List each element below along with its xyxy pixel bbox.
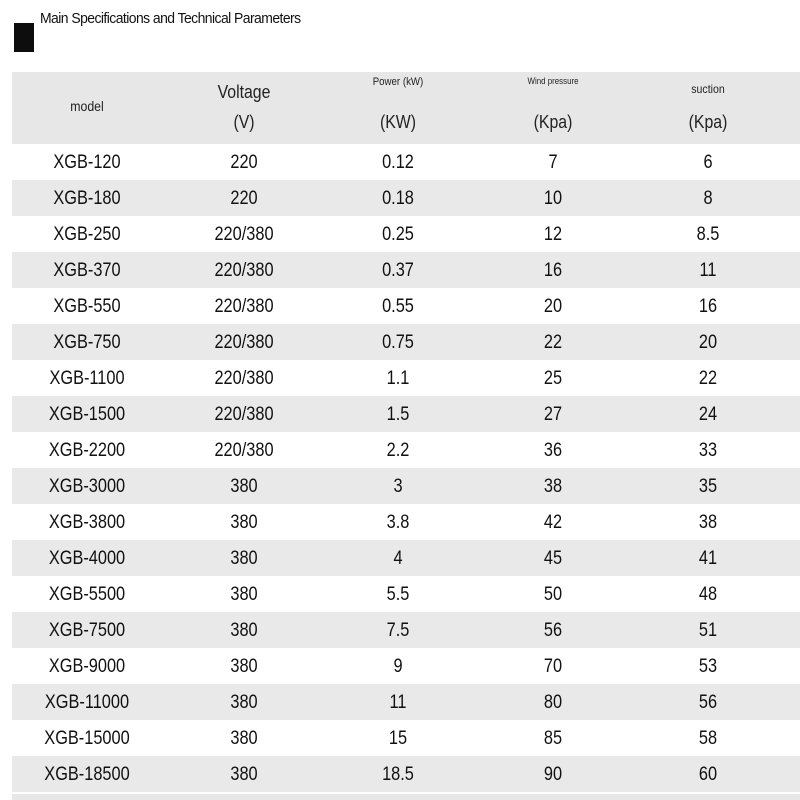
cell-wind-pressure: 38 [543,476,563,497]
cell-suction: 6 [703,152,713,173]
cell-model: XGB-5500 [48,584,126,605]
cell-power: 0.37 [382,260,414,281]
cell-model: XGB-4000 [48,548,126,569]
cell-voltage: 380 [230,584,258,605]
cell-suction: 56 [698,692,718,713]
cell-power: 11 [389,692,407,713]
cell-model: XGB-3800 [48,512,126,533]
cell-wind-pressure: 12 [543,224,563,245]
header-suction-unit: (Kpa) [688,112,728,132]
cell-suction: 24 [698,404,718,425]
cell-power: 9 [393,656,403,677]
cell-voltage: 380 [230,764,258,785]
cell-wind-pressure: 36 [543,440,563,461]
table-row [12,468,800,504]
cell-suction: 33 [698,440,718,461]
cell-model: XGB-3000 [48,476,126,497]
cell-suction: 58 [698,728,718,749]
table-row [12,648,800,684]
header-voltage-label: Voltage [217,82,271,102]
table-row [12,252,800,288]
cell-model: XGB-2200 [48,440,126,461]
table-row [12,576,800,612]
cell-suction: 22 [698,368,718,389]
cell-wind-pressure: 85 [543,728,563,749]
cell-model: XGB-9000 [48,656,126,677]
header-model-label: model [70,98,104,114]
cell-suction: 51 [698,620,718,641]
header-suction [633,72,783,144]
cell-voltage: 220 [230,188,258,209]
cell-power: 3.8 [386,512,410,533]
specifications-table [12,72,800,792]
cell-voltage: 380 [230,548,258,569]
cell-power: 3 [393,476,403,497]
cell-voltage: 380 [230,512,258,533]
cell-suction: 41 [698,548,718,569]
table-row [12,720,800,756]
cell-power: 1.1 [386,368,410,389]
table-row [12,144,800,180]
cell-model: XGB-750 [53,332,121,353]
cell-wind-pressure: 16 [543,260,563,281]
header-suction-label: suction [691,82,725,96]
cell-power: 0.75 [382,332,414,353]
table-row [12,540,800,576]
table-row [12,324,800,360]
cell-wind-pressure: 70 [543,656,563,677]
cell-model: XGB-11000 [44,692,130,713]
header-wind-pressure [478,72,628,144]
page-title: Main Specifications and Technical Parameters [40,10,301,27]
cell-model: XGB-370 [53,260,121,281]
cell-wind-pressure: 10 [543,188,563,209]
cell-voltage: 220/380 [214,368,274,389]
table-header-row [12,72,800,144]
header-power [323,72,473,144]
cell-model: XGB-120 [53,152,121,173]
cell-voltage: 220 [230,152,258,173]
page-header [14,8,414,52]
header-power-label: Power (kW) [372,76,424,88]
header-power-unit: (KW) [379,112,417,132]
table-bottom-border [12,794,800,800]
cell-model: XGB-180 [53,188,121,209]
cell-voltage: 380 [230,476,258,497]
cell-power: 4 [393,548,403,569]
title-marker-block [14,23,34,52]
cell-suction: 35 [698,476,718,497]
cell-suction: 60 [698,764,718,785]
header-model [12,72,162,144]
table-row [12,612,800,648]
cell-voltage: 220/380 [214,332,274,353]
cell-power: 0.18 [382,188,414,209]
table-row [12,684,800,720]
cell-wind-pressure: 27 [543,404,563,425]
cell-voltage: 220/380 [214,440,274,461]
cell-voltage: 220/380 [214,404,274,425]
table-row [12,756,800,792]
cell-power: 18.5 [382,764,414,785]
cell-model: XGB-250 [53,224,121,245]
cell-wind-pressure: 50 [543,584,563,605]
cell-voltage: 380 [230,620,258,641]
cell-power: 5.5 [386,584,410,605]
table-row [12,180,800,216]
cell-voltage: 380 [230,692,258,713]
cell-model: XGB-15000 [44,728,130,749]
cell-power: 1.5 [386,404,410,425]
cell-wind-pressure: 45 [543,548,563,569]
cell-power: 7.5 [386,620,410,641]
cell-suction: 38 [698,512,718,533]
cell-voltage: 380 [230,656,258,677]
table-row [12,360,800,396]
cell-suction: 16 [698,296,718,317]
header-wind-pressure-unit: (Kpa) [533,112,573,132]
cell-suction: 48 [698,584,718,605]
table-row [12,216,800,252]
cell-suction: 8.5 [696,224,720,245]
cell-voltage: 220/380 [214,260,274,281]
cell-wind-pressure: 42 [543,512,563,533]
header-voltage [169,72,319,144]
cell-model: XGB-1500 [48,404,126,425]
table-row [12,396,800,432]
table-row [12,432,800,468]
cell-wind-pressure: 22 [543,332,563,353]
cell-suction: 53 [698,656,718,677]
cell-suction: 20 [698,332,718,353]
cell-model: XGB-1100 [49,368,125,389]
cell-wind-pressure: 25 [543,368,563,389]
cell-wind-pressure: 90 [543,764,563,785]
cell-voltage: 380 [230,728,258,749]
cell-voltage: 220/380 [214,224,274,245]
cell-power: 15 [388,728,408,749]
table-row [12,288,800,324]
cell-model: XGB-18500 [44,764,130,785]
table-row [12,504,800,540]
cell-suction: 8 [703,188,713,209]
cell-wind-pressure: 56 [543,620,563,641]
cell-power: 2.2 [386,440,410,461]
cell-model: XGB-7500 [48,620,126,641]
header-wind-pressure-label: Wind pressure [527,76,579,86]
header-voltage-unit: (V) [233,112,255,132]
cell-wind-pressure: 80 [543,692,563,713]
cell-model: XGB-550 [53,296,121,317]
cell-wind-pressure: 20 [543,296,563,317]
cell-power: 0.12 [382,152,414,173]
cell-voltage: 220/380 [214,296,274,317]
cell-power: 0.55 [382,296,414,317]
cell-suction: 11 [699,260,717,281]
cell-wind-pressure: 7 [548,152,558,173]
cell-power: 0.25 [382,224,414,245]
